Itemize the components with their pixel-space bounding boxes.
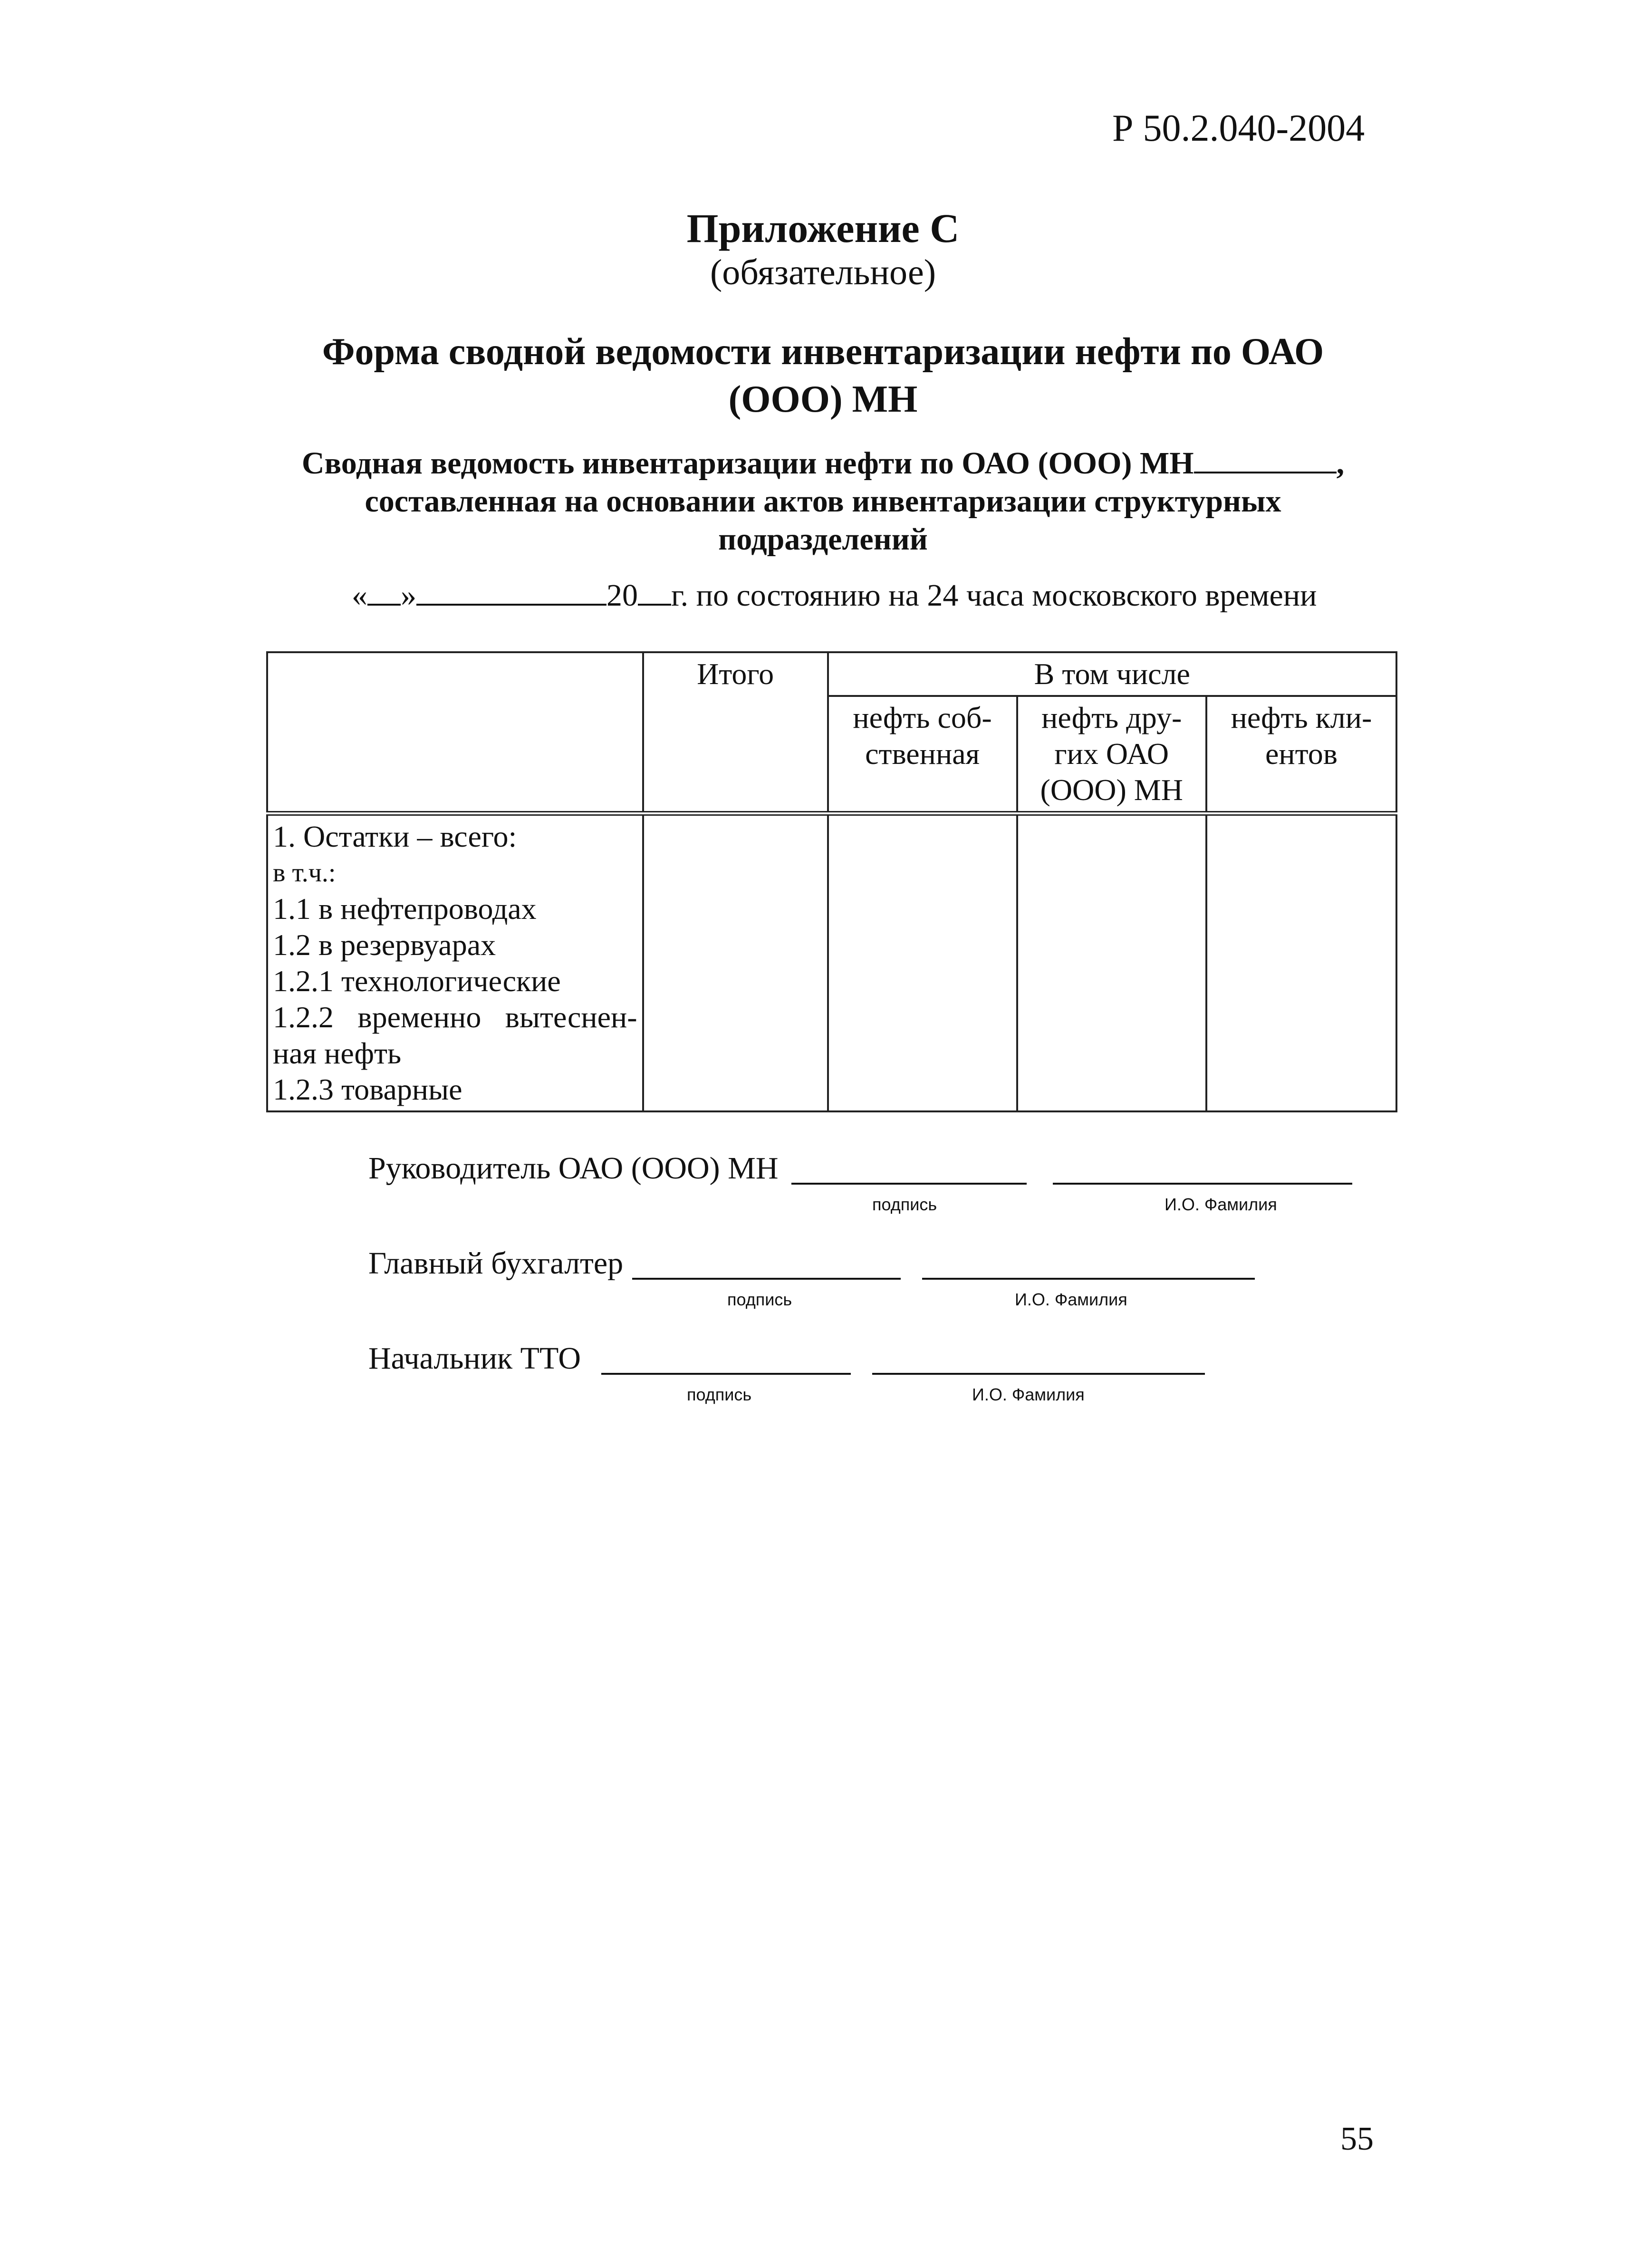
clients-oil-header — [1206, 696, 1396, 813]
statement-line-3: подразделений — [718, 522, 928, 557]
name-line[interactable] — [922, 1278, 1255, 1280]
page-number: 55 — [1340, 2121, 1374, 2157]
name-caption: И.О. Фамилия — [972, 1385, 1085, 1404]
own-oil-header-2: ственная — [865, 737, 980, 771]
statement-line-1-end: , — [1336, 446, 1345, 481]
signature-label: Начальник ТТО — [368, 1341, 581, 1376]
mn-name-blank[interactable] — [1194, 453, 1337, 473]
row-labels-cell — [267, 813, 643, 1111]
month-blank[interactable] — [416, 585, 606, 606]
close-quote: » — [401, 578, 416, 613]
including-header: В том числе — [828, 652, 1396, 696]
statement-line-1-text: Сводная ведомость инвентаризации нефти по ОАО (ООО) МН — [301, 446, 1194, 481]
other-oil-value-cell[interactable] — [1017, 813, 1206, 1111]
statement-line-1 — [0, 444, 1646, 483]
total-value-cell[interactable] — [643, 813, 828, 1111]
other-oil-header — [1017, 696, 1206, 813]
document-number: Р 50.2.040-2004 — [1112, 107, 1365, 149]
form-title-line-2: (ООО) МН — [728, 378, 918, 420]
signature-caption: подпись — [687, 1385, 752, 1404]
signature-block-head — [368, 1150, 1376, 1226]
signature-caption: подпись — [872, 1195, 937, 1214]
row-label: 1. Остатки – всего: — [273, 820, 517, 853]
clients-oil-header-1: нефть кли- — [1231, 701, 1372, 734]
open-quote: « — [352, 578, 367, 613]
own-oil-header — [828, 696, 1017, 813]
name-line[interactable] — [1053, 1183, 1352, 1185]
signature-line[interactable] — [601, 1373, 851, 1375]
form-title-line-1: Форма сводной ведомости инвентаризации нефти по ОАО — [322, 331, 1324, 373]
signature-block-accountant — [368, 1245, 1376, 1322]
other-oil-header-2: гих ОАО — [1054, 737, 1169, 771]
row-label: в т.ч.: — [273, 858, 336, 888]
statement-line-2: составленная на основании актов инвентаризации структурных — [365, 484, 1281, 519]
clients-oil-value-cell[interactable] — [1206, 813, 1396, 1111]
appendix-subtitle: (обязательное) — [710, 252, 936, 292]
signature-label: Главный бухгалтер — [368, 1246, 624, 1281]
name-line[interactable] — [872, 1373, 1205, 1375]
row-label: 1.2.1 технологические — [273, 964, 561, 998]
row-label: 1.2 в резервуарах — [273, 928, 496, 962]
signature-caption: подпись — [727, 1290, 792, 1309]
row-label: ная нефть — [273, 1036, 402, 1070]
signature-line[interactable] — [632, 1278, 901, 1280]
inventory-table — [266, 651, 1397, 1112]
other-oil-header-1: нефть дру- — [1041, 701, 1182, 734]
name-caption: И.О. Фамилия — [1165, 1195, 1277, 1214]
signature-label: Руководитель ОАО (ООО) МН — [368, 1151, 779, 1186]
name-caption: И.О. Фамилия — [1015, 1290, 1127, 1309]
signature-block-tto — [368, 1341, 1376, 1417]
table-row — [267, 813, 1396, 1111]
year-prefix: 20 — [606, 578, 638, 613]
row-label: 1.2.3 товарные — [273, 1072, 462, 1106]
total-header: Итого — [643, 652, 828, 813]
year-blank[interactable] — [638, 585, 671, 606]
clients-oil-header-2: ентов — [1265, 737, 1338, 771]
appendix-title: Приложение С — [686, 205, 960, 251]
signature-line[interactable] — [791, 1183, 1027, 1185]
row-label: 1.1 в нефтепроводах — [273, 892, 537, 926]
own-oil-value-cell[interactable] — [828, 813, 1017, 1111]
row-label: 1.2.2 временно вытеснен- — [273, 1000, 637, 1034]
other-oil-header-3: (ООО) МН — [1040, 773, 1183, 807]
statement-heading — [0, 444, 1646, 559]
form-title — [0, 328, 1646, 423]
date-suffix: г. по состоянию на 24 часа московского времени — [671, 578, 1317, 613]
date-line — [352, 578, 1317, 614]
day-blank[interactable] — [367, 585, 401, 606]
own-oil-header-1: нефть соб- — [853, 701, 992, 734]
label-header-cell — [267, 652, 643, 813]
